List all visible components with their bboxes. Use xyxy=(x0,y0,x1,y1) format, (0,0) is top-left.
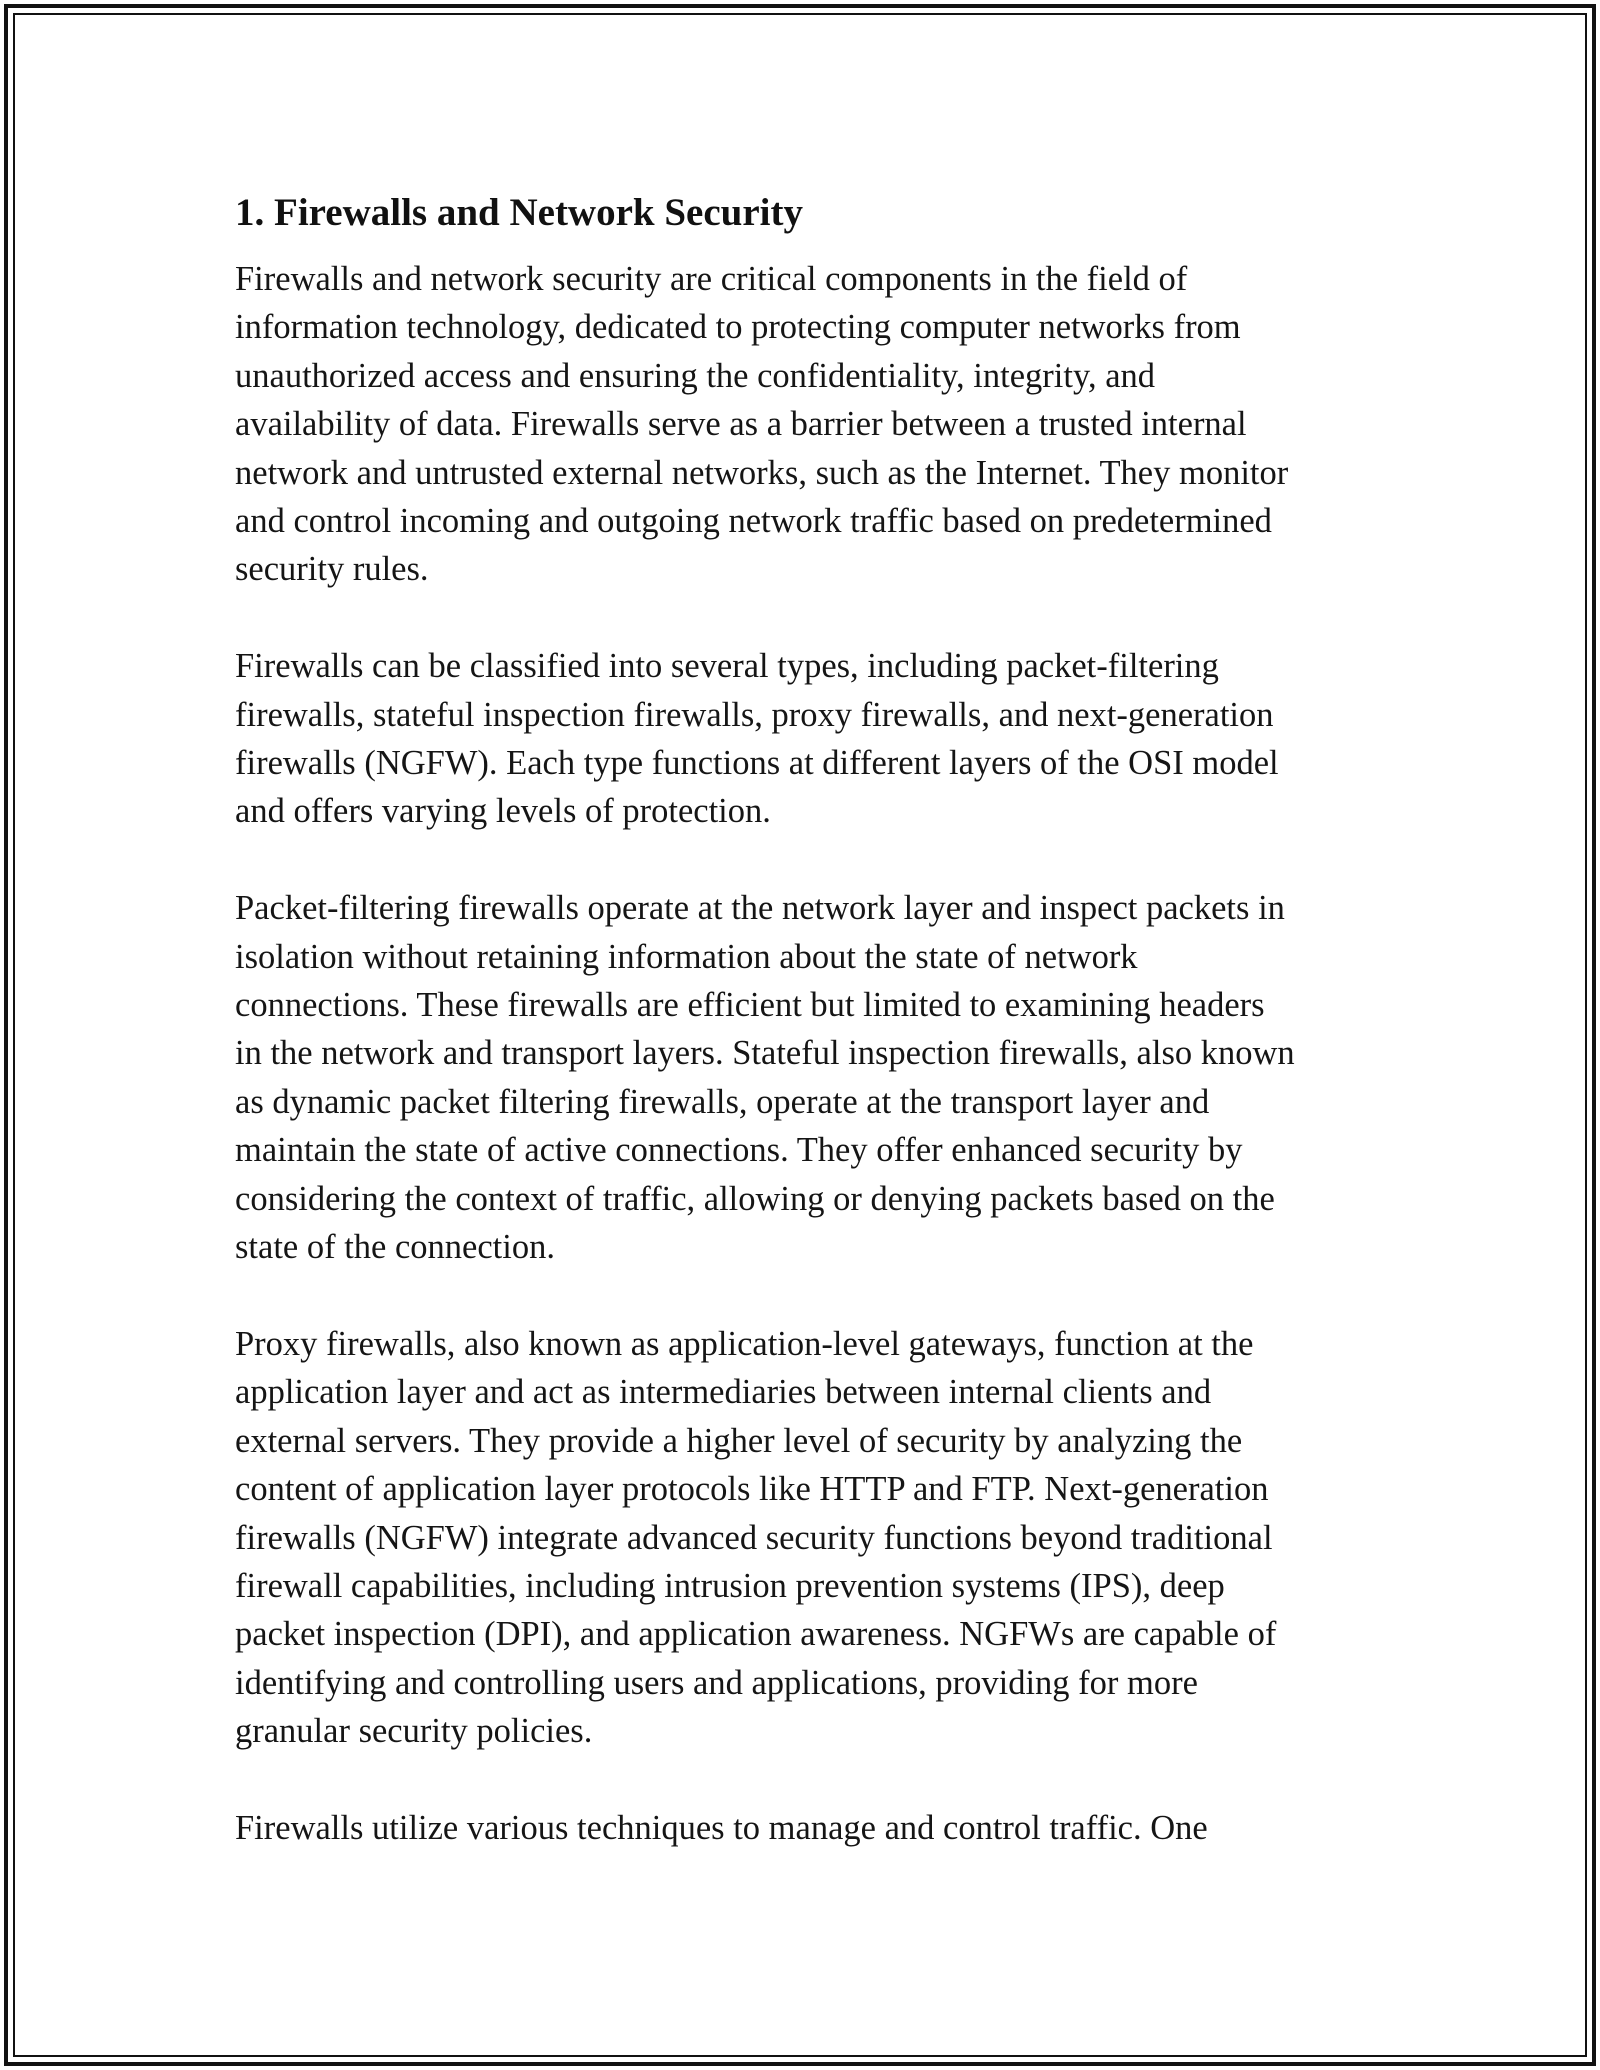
text-line: Firewalls and network security are critical components in the field of xyxy=(235,260,1188,298)
text-line: in the network and transport layers. Stateful inspection firewalls, also known xyxy=(235,1034,1295,1073)
paragraph-intro xyxy=(235,255,1375,594)
text-line: and offers varying levels of protection. xyxy=(235,792,771,831)
text-line: security rules. xyxy=(235,550,429,589)
text-line: availability of data. Firewalls serve as a barrier between a trusted internal xyxy=(235,405,1247,444)
text-line: Proxy firewalls, also known as application-level gateways, function at the xyxy=(235,1324,1254,1363)
text-line: network and untrusted external networks, such as the Internet. They monitor xyxy=(235,453,1289,492)
text-line: Firewalls utilize various techniques to manage and control traffic. One xyxy=(235,1808,1208,1847)
text-line: maintain the state of active connections. They offer enhanced security by xyxy=(235,1131,1243,1170)
text-line: Packet-filtering firewalls operate at the network layer and inspect packets in xyxy=(235,889,1285,928)
text-line: identifying and controlling users and applications, providing for more xyxy=(235,1663,1198,1702)
text-line: firewalls (NGFW). Each type functions at different layers of the OSI model xyxy=(235,744,1279,783)
text-line: considering the context of traffic, allowing or denying packets based on the xyxy=(235,1179,1275,1218)
section-heading: 1. Firewalls and Network Security xyxy=(235,191,803,234)
text-line: firewall capabilities, including intrusion prevention systems (IPS), deep xyxy=(235,1566,1225,1605)
text-line: firewalls (NGFW) integrate advanced security functions beyond traditional xyxy=(235,1518,1273,1557)
text-line: as dynamic packet filtering firewalls, operate at the transport layer and xyxy=(235,1082,1210,1121)
text-line: connections. These firewalls are efficient but limited to examining headers xyxy=(235,986,1265,1025)
document-body xyxy=(235,185,1375,1852)
text-line: isolation without retaining information about the state of network xyxy=(235,937,1138,976)
text-line: content of application layer protocols like HTTP and FTP. Next-generation xyxy=(235,1470,1269,1509)
text-line: granular security policies. xyxy=(235,1712,593,1751)
text-line: unauthorized access and ensuring the confidentiality, integrity, and xyxy=(235,356,1156,395)
paragraph-proxy-ngfw xyxy=(235,1320,1375,1756)
text-line: information technology, dedicated to protecting computer networks from xyxy=(235,308,1241,347)
text-line: external servers. They provide a higher level of security by analyzing the xyxy=(235,1421,1243,1460)
text-line: and control incoming and outgoing network traffic based on predetermined xyxy=(235,502,1272,541)
text-line: application layer and act as intermediaries between internal clients and xyxy=(235,1373,1212,1412)
text-line: packet inspection (DPI), and application awareness. NGFWs are capable of xyxy=(235,1615,1277,1654)
paragraph-firewall-types xyxy=(235,642,1375,836)
text-line: state of the connection. xyxy=(235,1228,555,1267)
text-line: Firewalls can be classified into several types, including packet-filtering xyxy=(235,647,1219,686)
paragraph-packet-filtering xyxy=(235,884,1375,1271)
text-line: firewalls, stateful inspection firewalls, proxy firewalls, and next-generation xyxy=(235,695,1274,734)
paragraph-traffic-techniques xyxy=(235,1804,1375,1852)
